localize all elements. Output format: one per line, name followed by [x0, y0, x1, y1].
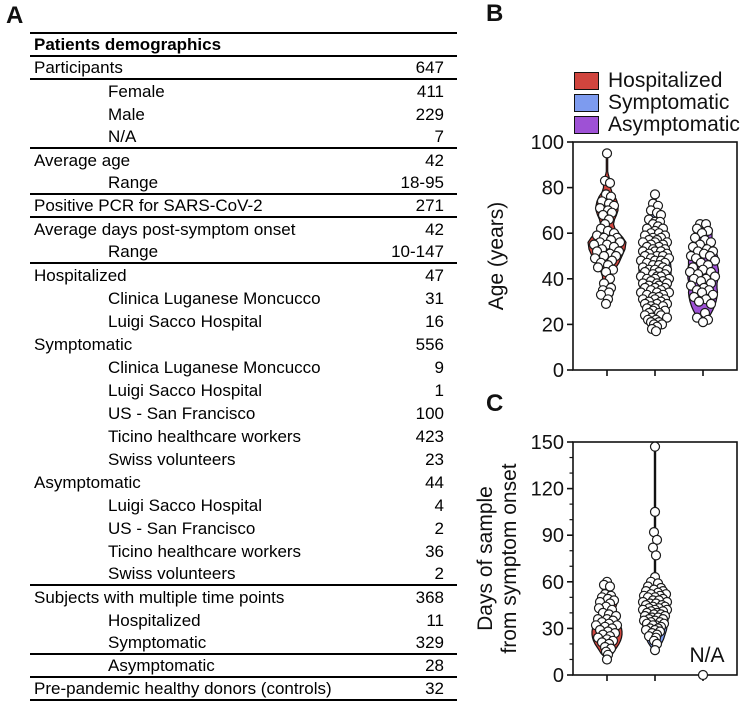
row-label: US - San Francisco — [108, 403, 256, 423]
data-point — [652, 327, 661, 336]
data-point — [606, 179, 615, 188]
y-tick-label: 0 — [552, 665, 564, 687]
row-value: 100 — [415, 403, 444, 423]
table-row — [30, 103, 457, 126]
table-row — [30, 448, 457, 471]
row-label: Asymptomatic — [34, 472, 141, 492]
row-label: Luigi Sacco Hospital — [108, 495, 263, 515]
table-row — [30, 241, 457, 264]
row-label: Range — [108, 241, 159, 261]
row-value: 28 — [425, 655, 444, 675]
data-point — [651, 190, 660, 199]
row-value: 423 — [415, 426, 444, 446]
row-value: 10-147 — [391, 241, 444, 261]
table-row — [30, 287, 457, 310]
y-tick-label: 0 — [552, 360, 564, 382]
y-tick-label: 40 — [541, 268, 564, 291]
row-label: Male — [108, 104, 145, 124]
row-value: 368 — [415, 587, 444, 607]
row-label: Asymptomatic — [108, 655, 215, 675]
row-value: 229 — [415, 104, 444, 124]
table-row — [30, 333, 457, 356]
row-value: 16 — [425, 311, 444, 331]
row-label: Ticino healthcare workers — [108, 541, 302, 561]
row-label: Luigi Sacco Hospital — [108, 380, 263, 400]
table-row — [30, 402, 457, 425]
row-value: 18-95 — [400, 172, 444, 192]
table-row — [30, 195, 457, 218]
table-row — [30, 517, 457, 540]
violin-group-symptomatic — [637, 190, 674, 336]
data-point — [699, 318, 708, 327]
table-row — [30, 264, 457, 287]
y-tick-label: 20 — [541, 314, 564, 337]
table-row — [30, 172, 457, 195]
na-label: N/A — [689, 644, 725, 667]
table-row — [30, 471, 457, 494]
table-row — [30, 540, 457, 563]
y-axis-label: Days of sample — [474, 486, 497, 631]
table-row — [30, 494, 457, 517]
row-label: Luigi Sacco Hospital — [108, 311, 263, 331]
y-axis-label: Age (years) — [485, 201, 508, 311]
row-label: Clinica Luganese Moncucco — [108, 357, 321, 377]
data-point — [651, 646, 660, 655]
table-row — [30, 218, 457, 241]
table-row — [30, 632, 457, 655]
row-label: Swiss volunteers — [108, 563, 236, 583]
row-label: Hospitalized — [108, 610, 201, 630]
row-value: 4 — [434, 495, 444, 515]
row-value: 31 — [425, 288, 444, 308]
row-label: Participants — [34, 57, 123, 77]
table-row — [30, 356, 457, 379]
legend-label: Hospitalized — [608, 69, 723, 92]
panel-b-label: B — [486, 0, 504, 27]
panel-a-label: A — [6, 2, 24, 29]
data-point — [707, 299, 716, 308]
data-point — [695, 297, 704, 306]
row-label: Symptomatic — [34, 334, 133, 354]
table-title-row — [30, 34, 457, 57]
table-row — [30, 655, 457, 678]
row-label: Average days post-symptom onset — [34, 219, 296, 239]
y-tick-label: 30 — [541, 618, 564, 641]
panel-c-label: C — [486, 390, 504, 417]
violin-group-hospitalized — [592, 577, 623, 664]
row-label: US - San Francisco — [108, 518, 256, 538]
violin-group-asymptomatic — [689, 644, 724, 680]
age-violin-chart — [470, 128, 741, 396]
data-point — [699, 671, 708, 680]
row-label: N/A — [108, 126, 137, 146]
table-row — [30, 126, 457, 149]
table-row — [30, 586, 457, 609]
row-value: 42 — [425, 219, 444, 239]
row-value: 271 — [415, 195, 444, 215]
table-row — [30, 57, 457, 80]
row-value: 23 — [425, 449, 444, 469]
table-row — [30, 609, 457, 632]
legend-item — [574, 91, 740, 114]
row-label: Pre-pandemic healthy donors (controls) — [34, 678, 332, 698]
y-tick-label: 80 — [541, 177, 564, 200]
days-violin-chart — [470, 430, 741, 716]
row-value: 9 — [434, 357, 444, 377]
row-value: 36 — [425, 541, 444, 561]
legend-swatch-icon — [574, 94, 599, 112]
row-value: 2 — [434, 518, 444, 538]
row-value: 47 — [425, 265, 444, 285]
legend-label: Asymptomatic — [608, 113, 740, 136]
y-tick-label: 60 — [541, 571, 564, 594]
row-label: Range — [108, 172, 159, 192]
legend-item — [574, 69, 740, 92]
row-label: Positive PCR for SARS-CoV-2 — [34, 195, 263, 215]
row-value: 411 — [416, 81, 444, 101]
row-value: 42 — [425, 150, 444, 170]
row-label: Clinica Luganese Moncucco — [108, 288, 321, 308]
y-tick-label: 150 — [530, 432, 564, 454]
violin-group-hospitalized — [588, 149, 626, 309]
row-label: Symptomatic — [108, 632, 207, 652]
row-label: Female — [108, 81, 165, 101]
table-row — [30, 149, 457, 172]
row-label: Swiss volunteers — [108, 449, 236, 469]
row-value: 2 — [434, 563, 444, 583]
data-point — [652, 551, 661, 560]
row-label: Hospitalized — [34, 265, 127, 285]
data-point — [651, 507, 660, 516]
row-value: 44 — [425, 472, 444, 492]
violin-group-asymptomatic — [686, 220, 720, 327]
row-value: 11 — [426, 610, 444, 630]
y-tick-label: 60 — [541, 223, 564, 246]
data-point — [602, 299, 611, 308]
legend-swatch-icon — [574, 72, 599, 90]
y-tick-label: 120 — [530, 478, 564, 501]
y-tick-label: 90 — [541, 525, 564, 548]
table-row — [30, 425, 457, 448]
row-label: Average age — [34, 150, 131, 170]
row-value: 556 — [415, 334, 444, 354]
data-point — [651, 442, 660, 451]
table-row — [30, 80, 457, 103]
table-row — [30, 678, 457, 701]
legend-label: Symptomatic — [608, 91, 730, 114]
row-value: 32 — [425, 678, 444, 698]
table-row — [30, 379, 457, 402]
table-row — [30, 563, 457, 586]
violin-group-symptomatic — [639, 442, 672, 654]
table-row — [30, 310, 457, 333]
data-point — [603, 149, 612, 158]
data-point — [603, 655, 612, 664]
table-title: Patients demographics — [34, 34, 222, 54]
y-tick-label: 100 — [530, 132, 564, 154]
row-value: 647 — [415, 57, 444, 77]
row-value: 1 — [434, 380, 444, 400]
row-value: 329 — [415, 632, 444, 652]
demographics-table — [30, 32, 457, 701]
table-body — [30, 57, 457, 701]
row-value: 7 — [434, 126, 444, 146]
row-label: Ticino healthcare workers — [108, 426, 302, 446]
y-axis-label: from symptom onset — [498, 463, 521, 654]
row-label: Subjects with multiple time points — [34, 587, 285, 607]
